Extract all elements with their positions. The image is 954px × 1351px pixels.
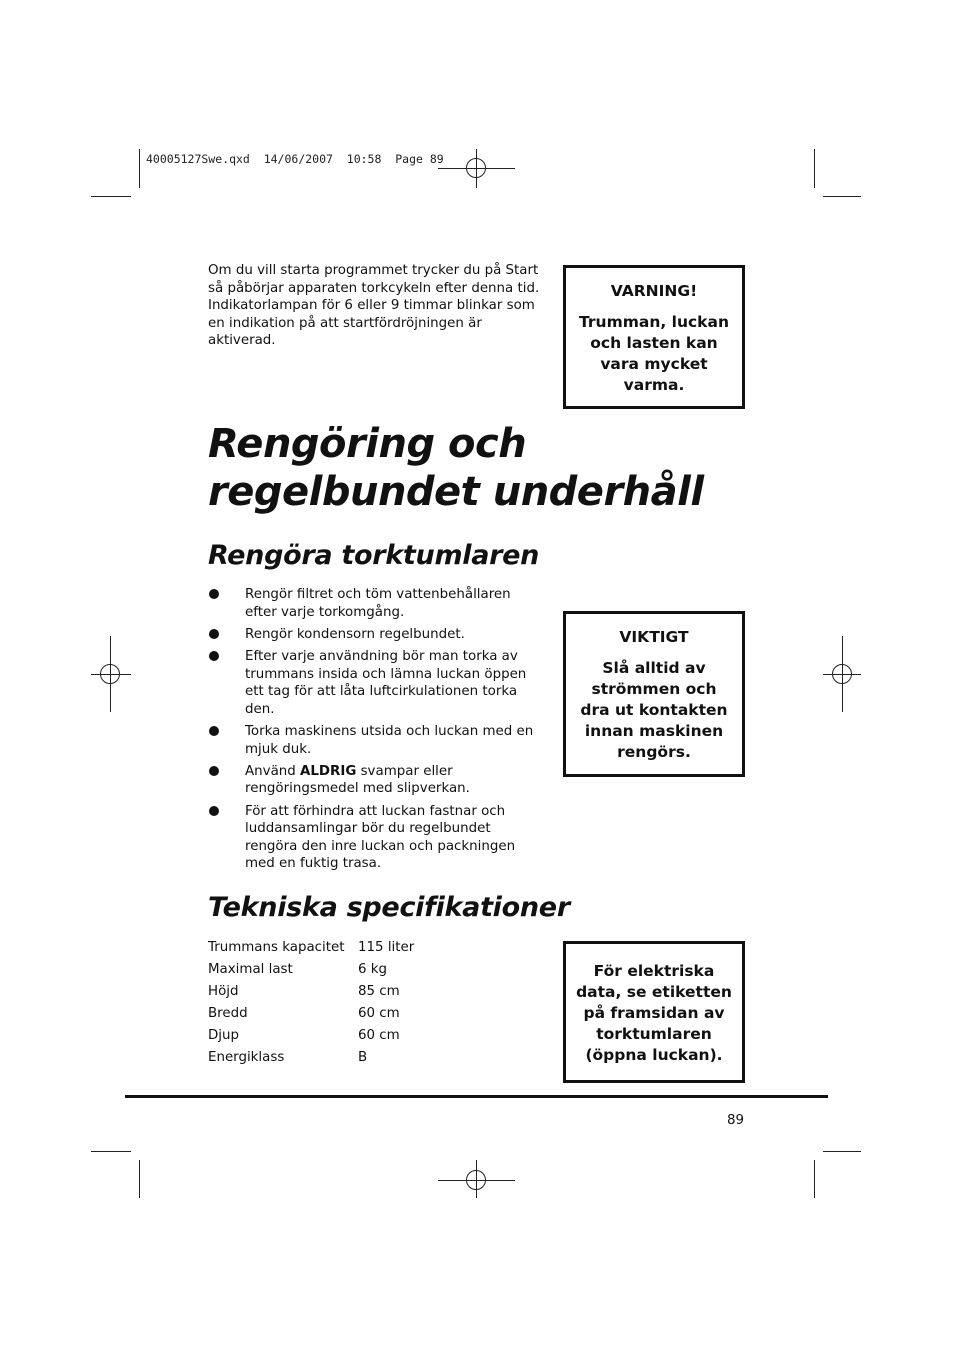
warning-text: Trumman, luckan och lasten kan vara mycket varma. (579, 313, 729, 394)
list-item: Använd ALDRIG svampar eller rengöringsmedel med slipverkan. (208, 763, 543, 798)
table-row: Bredd 60 cm (208, 1006, 400, 1021)
crop-mark (91, 196, 131, 197)
bullet-icon (209, 766, 219, 776)
crop-mark (814, 149, 815, 188)
intro-paragraph: Om du vill starta programmet trycker du på Start så påbörjar apparaten torkcykeln efter denna tid. Indikatorlampan för 6 eller 9 timmar blinkar som en indikation på att startfördröjningen är aktiverad. (208, 263, 540, 349)
bullet-icon (209, 726, 219, 736)
cleaning-bullet-list (208, 586, 543, 877)
bullet-icon (209, 629, 219, 639)
crop-mark (814, 1160, 815, 1198)
table-row: Höjd 85 cm (208, 984, 400, 999)
crop-mark (823, 1151, 861, 1152)
registration-circle-icon (832, 664, 852, 684)
table-row: Energiklass B (208, 1050, 368, 1065)
list-item: För att förhindra att luckan fastnar och luddansamlingar bör du regelbundet rengöra den inre luckan och packningen med en fuktig trasa. (208, 803, 543, 873)
crop-mark (91, 1151, 131, 1152)
list-item: Rengör kondensorn regelbundet. (208, 626, 543, 644)
registration-circle-icon (100, 664, 120, 684)
emphasis-never: ALDRIG (300, 763, 357, 779)
electrical-data-box (563, 941, 745, 1083)
table-row: Trummans kapacitet 115 liter (208, 940, 415, 955)
specs-table (208, 937, 414, 1069)
print-slug: 40005127Swe.qxd 14/06/2007 10:58 Page 89 (146, 152, 444, 166)
section-heading-cleaning: Rengöra torktumlaren (208, 540, 540, 571)
important-box (563, 611, 745, 777)
section-heading-specs: Tekniska specifikationer (208, 892, 570, 923)
crop-mark (823, 196, 861, 197)
crop-mark (139, 1160, 140, 1198)
important-text: Slå alltid av strömmen och dra ut kontakten innan maskinen rengörs. (580, 659, 728, 761)
table-row: Djup 60 cm (208, 1028, 400, 1043)
footer-rule (125, 1095, 828, 1098)
bullet-icon (209, 589, 219, 599)
page-title-line-1: Rengöring och (208, 421, 527, 467)
list-item: Rengör filtret och töm vattenbehållaren efter varje torkomgång. (208, 586, 543, 621)
list-item: Efter varje användning bör man torka av trummans insida och lämna luckan öppen ett tag för att låta luftcirkulationen torka den. (208, 648, 543, 718)
table-row: Maximal last 6 kg (208, 962, 388, 977)
page-title-line-2: regelbundet underhåll (208, 469, 704, 515)
warning-box (563, 265, 745, 409)
page-title (208, 420, 828, 516)
list-item: Torka maskinens utsida och luckan med en mjuk duk. (208, 723, 543, 758)
electrical-data-text: För elektriska data, se etiketten på framsidan av torktumlaren (öppna luckan). (576, 962, 732, 1064)
bullet-icon (209, 806, 219, 816)
bullet-icon (209, 651, 219, 661)
crop-mark (139, 149, 140, 188)
registration-circle-icon (466, 1170, 486, 1190)
registration-circle-icon (466, 158, 486, 178)
warning-heading: VARNING! (610, 282, 698, 300)
page-number: 89 (726, 1113, 744, 1128)
important-heading: VIKTIGT (619, 628, 689, 646)
